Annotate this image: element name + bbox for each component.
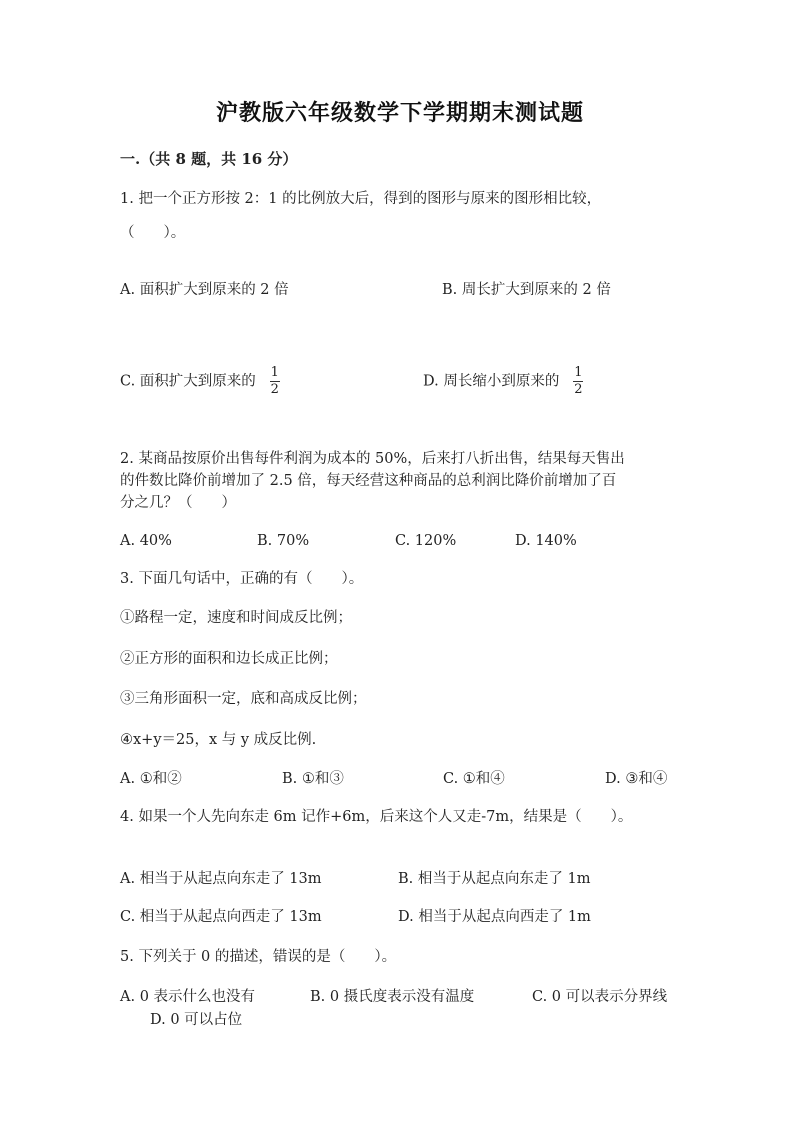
question-1-text-line-1: 1. 把一个正方形按 2：1 的比例放大后，得到的图形与原来的图形相比较， bbox=[120, 191, 602, 207]
question-1-option-c bbox=[120, 366, 280, 397]
question-1-option-a: A. 面积扩大到原来的 2 倍 bbox=[120, 282, 289, 298]
question-5-option-c: C. 0 可以表示分界线 bbox=[532, 989, 668, 1005]
question-3-text-line-1: 3. 下面几句话中，正确的有（ ）。 bbox=[120, 571, 364, 587]
question-3-statement-1: ①路程一定，速度和时间成反比例； bbox=[120, 610, 352, 626]
question-1-option-b: B. 周长扩大到原来的 2 倍 bbox=[442, 282, 611, 298]
question-5-option-b: B. 0 摄氏度表示没有温度 bbox=[310, 989, 475, 1005]
question-3-statement-2: ②正方形的面积和边长成正比例； bbox=[120, 651, 338, 667]
fraction-numerator: 1 bbox=[574, 365, 583, 380]
question-5-option-d: D. 0 可以占位 bbox=[150, 1012, 243, 1028]
question-2-text-line-1: 2. 某商品按原价出售每件利润为成本的 50%，后来打八折出售，结果每天售出 bbox=[120, 451, 625, 467]
question-4-option-d: D. 相当于从起点向西走了 1m bbox=[398, 909, 591, 925]
question-2-option-d: D. 140% bbox=[515, 533, 577, 549]
question-1-option-c-text: C. 面积扩大到原来的 bbox=[120, 373, 256, 390]
question-3-option-d: D. ③和④ bbox=[605, 771, 668, 787]
question-3-statement-4: ④x+y＝25，x 与 y 成反比例. bbox=[120, 732, 317, 748]
question-3-statement-3: ③三角形面积一定，底和高成反比例； bbox=[120, 691, 367, 707]
question-4-option-c: C. 相当于从起点向西走了 13m bbox=[120, 909, 322, 925]
fraction-denominator: 2 bbox=[270, 382, 279, 397]
question-4-text-line-1: 4. 如果一个人先向东走 6m 记作+6m，后来这个人又走-7m，结果是（ ）。 bbox=[120, 809, 633, 825]
question-4-option-b: B. 相当于从起点向东走了 1m bbox=[398, 871, 591, 887]
question-3-option-b: B. ①和③ bbox=[282, 771, 344, 787]
question-5-text-line-1: 5. 下列关于 0 的描述，错误的是（ ）。 bbox=[120, 949, 397, 965]
question-2-text-line-2: 的件数比降价前增加了 2.5 倍，每天经营这种商品的总利润比降价前增加了百 bbox=[120, 473, 617, 489]
question-3-option-a: A. ①和② bbox=[120, 771, 182, 787]
question-2-option-a: A. 40% bbox=[120, 533, 172, 549]
fraction-one-half bbox=[270, 366, 280, 397]
section-heading: 一.（共 8 题，共 16 分） bbox=[120, 150, 298, 168]
question-2-text-line-3: 分之几？（ ） bbox=[120, 495, 236, 511]
question-5-option-a: A. 0 表示什么也没有 bbox=[120, 989, 256, 1005]
question-2-option-c: C. 120% bbox=[395, 533, 457, 549]
question-2-option-b: B. 70% bbox=[257, 533, 310, 549]
question-4-option-a: A. 相当于从起点向东走了 13m bbox=[120, 871, 322, 887]
question-1-text-line-2: （ ）。 bbox=[120, 225, 186, 241]
question-1-option-d bbox=[423, 366, 583, 397]
question-3-option-c: C. ①和④ bbox=[443, 771, 505, 787]
fraction-denominator: 2 bbox=[574, 382, 583, 397]
fraction-one-half bbox=[573, 366, 583, 397]
question-1-option-d-text: D. 周长缩小到原来的 bbox=[423, 373, 560, 390]
page-title: 沪教版六年级数学下学期期末测试题 bbox=[215, 100, 584, 126]
fraction-numerator: 1 bbox=[270, 365, 279, 380]
